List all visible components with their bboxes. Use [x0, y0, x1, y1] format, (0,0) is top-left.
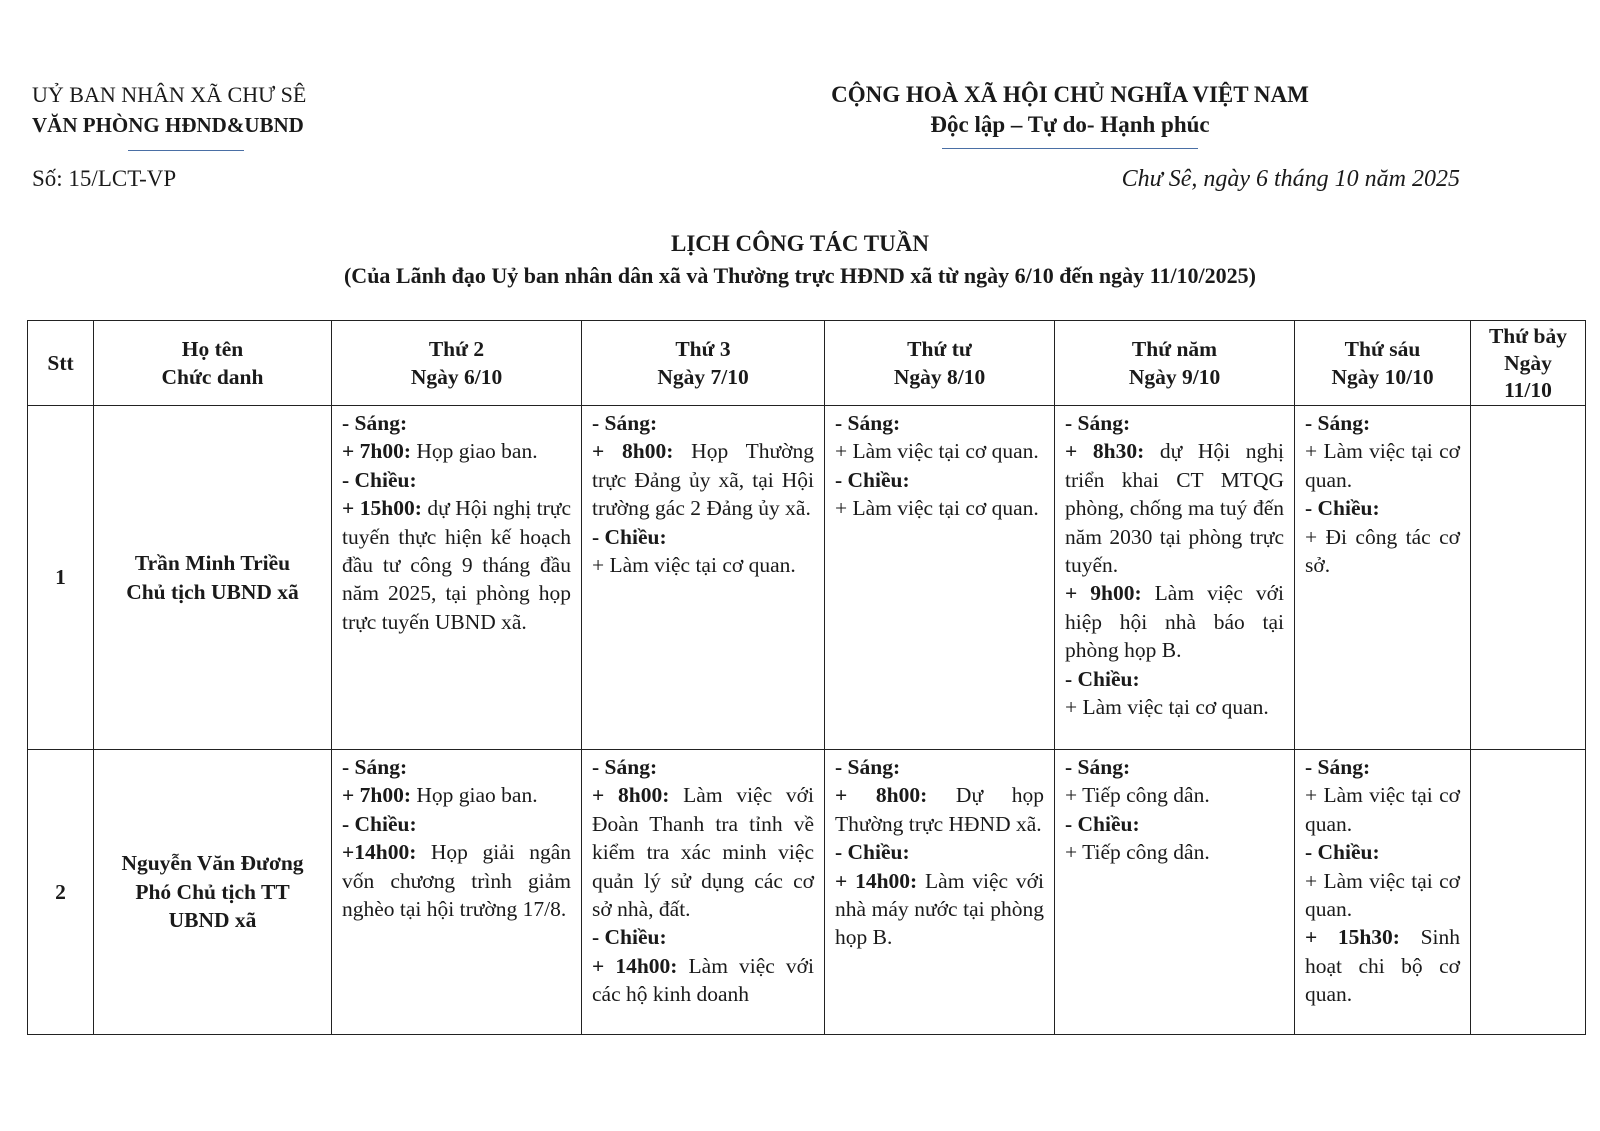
- national-motto: [780, 80, 1360, 140]
- time-label: + 8h00:: [592, 783, 670, 808]
- header-date: 11/10: [1504, 377, 1552, 402]
- row-stt: 1: [28, 406, 94, 750]
- header-date-label: Ngày: [1504, 350, 1552, 375]
- document-number: Số: 15/LCT-VP: [32, 166, 177, 191]
- motto-underline: [942, 148, 1198, 149]
- agency-line-2: VĂN PHÒNG HĐND&UBND: [32, 113, 304, 137]
- schedule-cell-tue: [582, 750, 825, 1035]
- task-text: + Đi công tác cơ sở.: [1305, 524, 1460, 578]
- afternoon-label: - Chiều:: [1065, 811, 1140, 836]
- header-weekday: Thứ 2: [428, 337, 485, 361]
- schedule-cell-wed: [825, 750, 1055, 1035]
- task-text: Họp Thường trực Đảng ủy xã, tại Hội trường gác 2 Đảng ủy xã.: [592, 439, 815, 521]
- table-header-row: [28, 321, 1586, 406]
- task-text: Họp giao ban.: [411, 783, 538, 808]
- morning-label: - Sáng:: [835, 755, 901, 779]
- task-text: + Làm việc tại cơ quan.: [1305, 783, 1460, 836]
- header-date: Ngày 8/10: [893, 365, 986, 389]
- afternoon-label: - Chiều:: [835, 840, 910, 865]
- schedule-table: [27, 320, 1586, 1035]
- schedule-cell-thu: [1055, 750, 1295, 1035]
- morning-label: - Sáng:: [342, 411, 408, 435]
- person-name: Trần Minh Triều: [134, 551, 291, 576]
- document-subtitle: (Của Lãnh đạo Uỷ ban nhân dân xã và Thường trực HĐND xã từ ngày 6/10 đến ngày 11/10/2025): [343, 263, 1256, 288]
- afternoon-label: - Chiều:: [592, 524, 667, 549]
- time-label: + 9h00:: [1065, 581, 1142, 606]
- time-label: + 7h00:: [342, 439, 411, 464]
- document-title: LỊCH CÔNG TÁC TUẦN: [671, 231, 929, 256]
- task-text: + Làm việc tại cơ quan.: [1065, 695, 1269, 720]
- header-weekday: Thứ bảy: [1488, 323, 1568, 348]
- task-text: + Làm việc tại cơ quan.: [592, 553, 796, 578]
- header-day-4: [1055, 321, 1295, 406]
- afternoon-label: - Chiều:: [1305, 496, 1380, 521]
- agency-line-1: UỶ BAN NHÂN XÃ CHƯ SÊ: [32, 82, 307, 107]
- header-name-line2: Chức danh: [161, 365, 264, 389]
- person-name: Nguyễn Văn Đương: [121, 851, 304, 876]
- header-date: Ngày 9/10: [1128, 365, 1221, 389]
- task-text: + Tiếp công dân.: [1065, 783, 1210, 808]
- task-text: Làm việc với nhà máy nước tại phòng họp B.: [835, 868, 1044, 950]
- afternoon-label: - Chiều:: [1305, 840, 1380, 865]
- person-title: Phó Chủ tịch TT: [135, 879, 290, 904]
- place-date: Chư Sê, ngày 6 tháng 10 năm 2025: [1121, 166, 1460, 192]
- header-stt: Stt: [28, 321, 94, 406]
- nation-name: CỘNG HOÀ XÃ HỘI CHỦ NGHĨA VIỆT NAM: [831, 82, 1309, 107]
- table-row: [28, 406, 1586, 750]
- header-weekday: Thứ sáu: [1344, 337, 1421, 361]
- afternoon-label: - Chiều:: [342, 811, 417, 836]
- task-text: dự Hội nghị triển khai CT MTQG phòng, chống ma tuý đến năm 2030 tại phòng trực tuyến.: [1065, 439, 1284, 578]
- schedule-cell-fri: [1295, 750, 1471, 1035]
- task-text: Sinh hoạt chi bộ cơ quan.: [1305, 925, 1460, 1007]
- header-day-3: [825, 321, 1055, 406]
- header-day-2: [582, 321, 825, 406]
- morning-label: - Sáng:: [1305, 411, 1371, 435]
- header-weekday: Thứ 3: [675, 337, 731, 361]
- task-text: dự Hội nghị trực tuyến thực hiện kế hoạch đầu tư công 9 tháng đầu năm 2025, tại phòng họp trực tuyến UBND xã.: [342, 496, 571, 634]
- schedule-cell-mon: [332, 750, 582, 1035]
- row-person: [94, 750, 332, 1035]
- task-text: Dự họp Thường trực HĐND xã.: [835, 783, 1044, 836]
- time-label: + 8h00:: [835, 783, 928, 808]
- header-weekday: Thứ tư: [907, 337, 972, 361]
- time-label: + 8h00:: [592, 439, 674, 464]
- schedule-cell-sat: [1471, 406, 1586, 750]
- time-label: + 14h00:: [835, 868, 918, 893]
- schedule-cell-sat: [1471, 750, 1586, 1035]
- morning-label: - Sáng:: [342, 755, 408, 779]
- header-name: [94, 321, 332, 406]
- row-person: [94, 406, 332, 750]
- task-text: Họp giao ban.: [411, 439, 538, 464]
- agency-underline: [128, 150, 244, 151]
- time-label: +14h00:: [342, 840, 417, 865]
- task-text: + Làm việc tại cơ quan.: [1305, 439, 1460, 492]
- header-date: Ngày 6/10: [410, 365, 503, 389]
- afternoon-label: - Chiều:: [1065, 666, 1140, 691]
- morning-label: - Sáng:: [592, 411, 658, 435]
- row-stt: 2: [28, 750, 94, 1035]
- header-weekday: Thứ năm: [1131, 337, 1218, 361]
- afternoon-label: - Chiều:: [342, 467, 417, 492]
- afternoon-label: - Chiều:: [592, 925, 667, 950]
- header-day-1: [332, 321, 582, 406]
- task-text: Làm việc với Đoàn Thanh tra tỉnh về kiểm tra xác minh việc quản lý sử dụng các cơ sở nhà, đất.: [592, 783, 814, 922]
- task-text: + Làm việc tại cơ quan.: [1305, 868, 1460, 922]
- person-title-cont: UBND xã: [168, 908, 257, 933]
- schedule-cell-fri: [1295, 406, 1471, 750]
- header-name-line1: Họ tên: [181, 337, 244, 361]
- morning-label: - Sáng:: [1065, 411, 1131, 435]
- time-label: + 14h00:: [592, 953, 678, 978]
- table-row: [28, 750, 1586, 1035]
- time-label: + 15h30:: [1305, 925, 1400, 950]
- time-label: + 7h00:: [342, 783, 411, 808]
- task-text: + Làm việc tại cơ quan.: [835, 439, 1039, 464]
- afternoon-label: - Chiều:: [835, 467, 910, 492]
- issuing-agency: [32, 80, 352, 140]
- task-text: + Làm việc tại cơ quan.: [835, 496, 1039, 521]
- schedule-cell-wed: [825, 406, 1055, 750]
- header-day-5: [1295, 321, 1471, 406]
- header-date: Ngày 7/10: [657, 365, 749, 389]
- time-label: + 8h30:: [1065, 439, 1145, 464]
- schedule-cell-mon: [332, 406, 582, 750]
- person-title: Chủ tịch UBND xã: [126, 579, 299, 604]
- task-text: Làm việc với các hộ kinh doanh: [592, 953, 814, 1007]
- header-day-6: [1471, 321, 1586, 406]
- motto: Độc lập – Tự do- Hạnh phúc: [930, 112, 1210, 137]
- schedule-cell-tue: [582, 406, 825, 750]
- morning-label: - Sáng:: [1065, 755, 1131, 779]
- task-text: + Tiếp công dân.: [1065, 840, 1210, 865]
- morning-label: - Sáng:: [592, 755, 658, 779]
- time-label: + 15h00:: [342, 496, 422, 521]
- morning-label: - Sáng:: [835, 411, 901, 435]
- task-text: Làm việc với hiệp hội nhà báo tại phòng họp B.: [1065, 581, 1284, 663]
- morning-label: - Sáng:: [1305, 755, 1371, 779]
- task-text: Họp giải ngân vốn chương trình giảm nghèo tại hội trường 17/8.: [342, 840, 571, 922]
- header-date: Ngày 10/10: [1331, 365, 1434, 389]
- schedule-cell-thu: [1055, 406, 1295, 750]
